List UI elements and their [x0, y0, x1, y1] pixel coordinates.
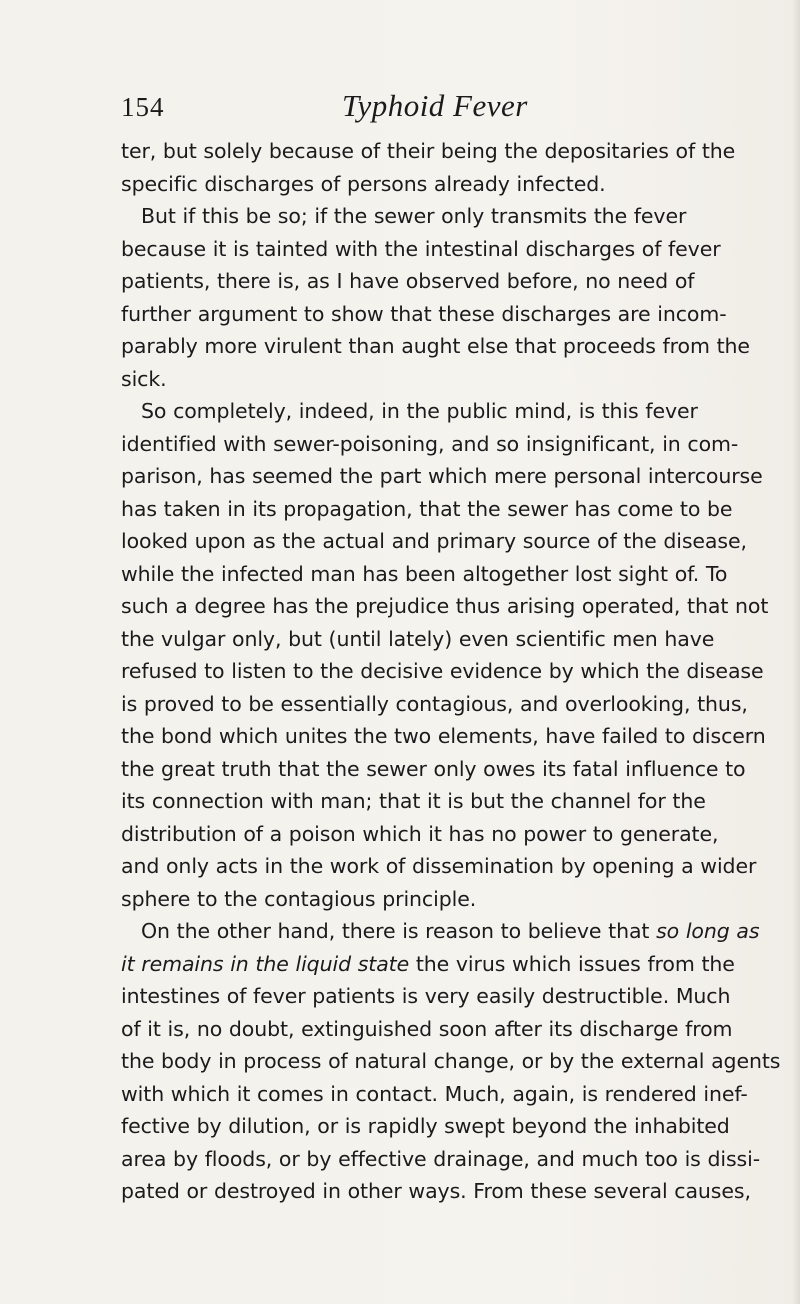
text-line: distribution of a poison which it has no power to generate, — [121, 821, 719, 846]
text-line: parably more virulent than aught else that proceeds from the — [121, 334, 750, 358]
text-line: intestines of fever patients is very easily destructible. Much — [121, 984, 731, 1008]
text-line: pated or destroyed in other ways. From these several causes, — [121, 1179, 751, 1203]
text-line: ter, but solely because of their being the depositaries of the — [121, 139, 736, 163]
text-line — [121, 948, 735, 981]
text-line: identified with sewer-poisoning, and so insignificant, in com- — [121, 431, 739, 456]
text-line: sick. — [121, 366, 167, 391]
text-line: has taken in its propagation, that the sewer has come to be — [121, 496, 733, 521]
text-line — [121, 915, 760, 948]
text-line: the bond which unites the two elements, have failed to discern — [121, 724, 766, 748]
text-line: while the infected man has been altogether lost sight of. To — [121, 561, 728, 586]
running-title: Typhoid Fever — [342, 88, 528, 123]
text-line-tail: the virus which issues from the — [409, 951, 735, 976]
text-line: the body in process of natural change, or by the external agents — [121, 1049, 781, 1073]
text-line: sphere to the contagious principle. — [121, 886, 477, 911]
text-line: But if this be so; if the sewer only transmits the fever — [141, 204, 687, 228]
italic-phrase: so long as — [656, 919, 760, 943]
text-line: patients, there is, as I have observed before, no need of — [121, 269, 695, 293]
text-line: specific discharges of persons already infected. — [121, 171, 606, 196]
text-line: of it is, no doubt, extinguished soon after its discharge from — [121, 1016, 733, 1041]
text-line: the vulgar only, but (until lately) even scientific men have — [121, 626, 715, 651]
text-line: refused to listen to the decisive evidence by which the disease — [121, 659, 764, 683]
text-line: is proved to be essentially contagious, and overlooking, thus, — [121, 691, 748, 716]
italic-phrase: it remains in the liquid state — [121, 951, 410, 976]
page-header — [121, 88, 681, 128]
text-line-lead: On the other hand, there is reason to believe that — [141, 919, 657, 943]
text-line: area by floods, or by effective drainage, and much too is dissi- — [121, 1146, 761, 1171]
text-line: its connection with man; that it is but the channel for the — [121, 789, 706, 813]
text-line: further argument to show that these discharges are incom- — [121, 301, 727, 326]
text-line: fective by dilution, or is rapidly swept beyond the inhabited — [121, 1114, 730, 1138]
text-line: because it is tainted with the intestinal discharges of fever — [121, 236, 721, 261]
text-line: So completely, indeed, in the public mind, is this fever — [141, 399, 698, 423]
text-line: the great truth that the sewer only owes its fatal influence to — [121, 756, 746, 781]
text-line: parison, has seemed the part which mere personal intercourse — [121, 464, 763, 488]
text-line: with which it comes in contact. Much, again, is rendered inef- — [121, 1081, 748, 1106]
text-line: looked upon as the actual and primary source of the disease, — [121, 529, 747, 553]
text-line: and only acts in the work of dissemination by opening a wider — [121, 854, 757, 878]
text-line: such a degree has the prejudice thus arising operated, that not — [121, 594, 769, 618]
page-number: 154 — [121, 92, 165, 122]
body-text — [121, 135, 781, 1208]
